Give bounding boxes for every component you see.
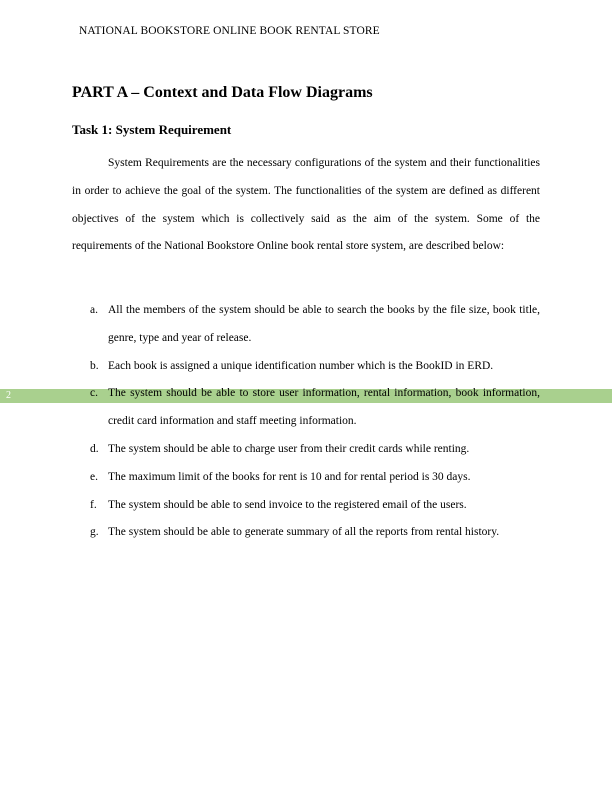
list-item	[72, 353, 540, 381]
requirements-list	[72, 297, 540, 547]
list-item-text: The system should be able to charge user from their credit cards while renting.	[108, 442, 470, 455]
list-marker: e.	[90, 470, 98, 483]
list-item	[72, 519, 540, 547]
list-marker: f.	[90, 498, 97, 511]
list-item-text: The maximum limit of the books for rent is 10 and for rental period is 30 days.	[108, 470, 471, 483]
list-item	[72, 492, 540, 520]
list-marker: b.	[90, 359, 99, 372]
list-item-text: All the members of the system should be able to search the books by the file size, book title, genre, type and year of release.	[108, 304, 540, 344]
page-number: 2	[6, 390, 11, 401]
list-item	[72, 297, 540, 353]
list-item	[72, 436, 540, 464]
list-marker: d.	[90, 442, 99, 455]
list-marker: c.	[90, 387, 98, 400]
running-header: NATIONAL BOOKSTORE ONLINE BOOK RENTAL STORE	[79, 25, 380, 37]
list-item-text: Each book is assigned a unique identification number which is the BookID in ERD.	[108, 359, 494, 372]
list-item	[72, 464, 540, 492]
list-item	[72, 380, 540, 436]
list-marker: g.	[90, 526, 99, 539]
list-marker: a.	[90, 304, 98, 316]
part-heading: PART A – Context and Data Flow Diagrams	[72, 84, 373, 101]
list-item-text: The system should be able to generate summary of all the reports from rental history.	[108, 526, 500, 539]
intro-paragraph: System Requirements are the necessary configurations of the system and their functionalities in order to achieve the goal of the system. The functionalities of the system are defined as different objectives of the system which is collectively said as the aim of the system. Some of the requirements of the National Bookstore Online book rental store system, are described below:	[72, 157, 540, 253]
task-heading: Task 1: System Requirement	[72, 122, 232, 137]
list-item-text: The system should be able to send invoice to the registered email of the users.	[108, 498, 467, 511]
list-item-text: The system should be able to store user information, rental information, book information, credit card information and staff meeting information.	[108, 387, 540, 428]
